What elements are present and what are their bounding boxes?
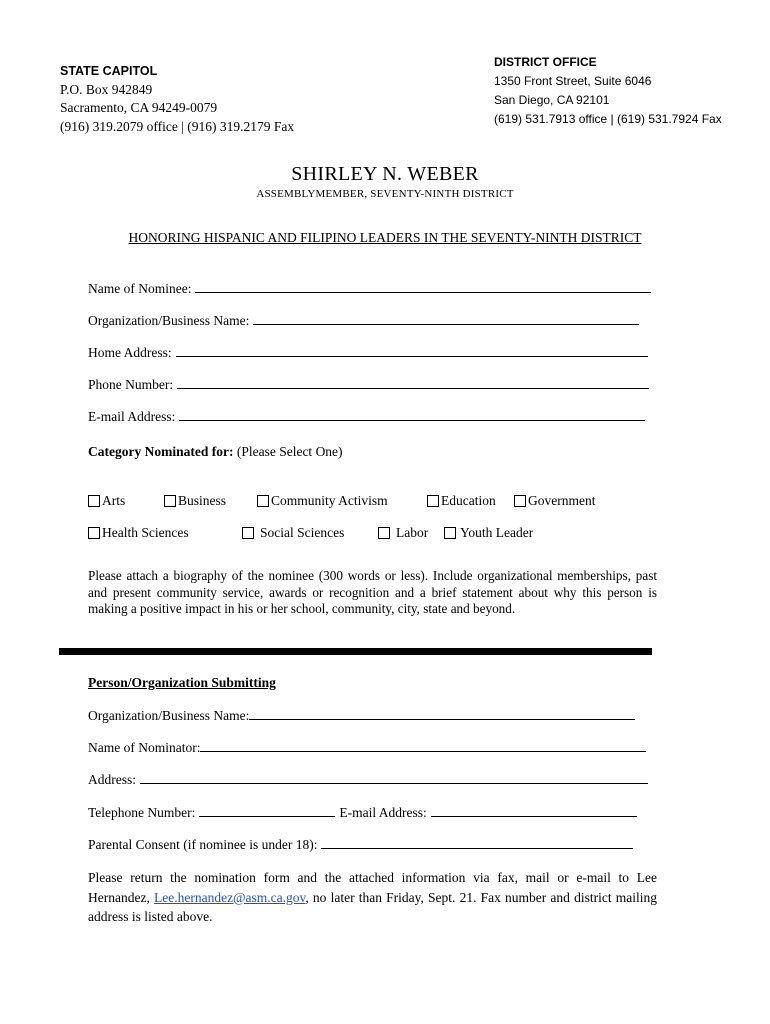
submitter-organization-field[interactable] [88, 707, 635, 724]
category-health-sciences-label: Health Sciences [102, 525, 189, 540]
category-note: (Please Select One) [236, 444, 343, 459]
nominee-organization-field[interactable] [88, 312, 639, 329]
category-community-activism-checkbox[interactable] [257, 493, 388, 509]
submitter-email-label: E-mail Address: [339, 805, 427, 820]
category-youth-leader-label: Youth Leader [460, 525, 534, 540]
nominee-organization-input-line[interactable] [253, 312, 639, 325]
nominee-phone-input-line[interactable] [177, 376, 649, 389]
nominator-name-field[interactable] [88, 739, 646, 756]
form-title: HONORING HISPANIC AND FILIPINO LEADERS IN THE SEVENTY-NINTH DISTRICT [128, 230, 642, 245]
nominee-home-address-input-line[interactable] [176, 344, 648, 357]
submitter-address-input-line[interactable] [140, 771, 648, 784]
parental-consent-field[interactable] [88, 836, 633, 853]
submitter-address-label: Address: [88, 772, 136, 787]
member-name: SHIRLEY N. WEBER [291, 163, 479, 185]
district-office-line3: (619) 531.7913 office | (619) 531.7924 Fax [494, 112, 722, 126]
category-government-checkbox[interactable] [514, 493, 595, 509]
checkbox-icon[interactable] [514, 495, 526, 507]
checkbox-icon[interactable] [257, 495, 269, 507]
parental-consent-input-line[interactable] [321, 836, 633, 849]
submitter-telephone-input-line[interactable] [199, 804, 335, 817]
nominator-name-input-line[interactable] [200, 739, 646, 752]
submitter-contact-field[interactable] [88, 804, 637, 821]
category-education-checkbox[interactable] [427, 493, 496, 509]
checkbox-icon[interactable] [427, 495, 439, 507]
biography-instructions: Please attach a biography of the nominee (300 words or less). Include organizational memberships, past and present community service, awards or recognition and a brief statement about why this person is making a positive impact in his or her school, community, city, state and beyond. [88, 568, 657, 617]
return-instructions-text: Please return the nomination form and the attached information via fax, mail or e-mail to Lee Hernandez, [88, 870, 657, 905]
checkbox-icon[interactable] [88, 527, 100, 539]
checkbox-icon[interactable] [88, 495, 100, 507]
category-social-sciences-label: Social Sciences [260, 525, 345, 540]
category-labor-label: Labor [396, 525, 429, 540]
nominee-home-address-field[interactable] [88, 344, 648, 361]
return-instructions-text-end: , no later than Friday, Sept. 21. Fax number and district mailing address is listed above. [88, 889, 657, 924]
member-title: ASSEMBLYMEMBER, SEVENTY-NINTH DISTRICT [256, 188, 514, 200]
category-government-label: Government [528, 493, 596, 508]
member-name-block [0, 163, 770, 200]
checkbox-icon[interactable] [242, 527, 254, 539]
nominee-name-field[interactable] [88, 280, 651, 297]
state-capitol-line2: Sacramento, CA 94249-0079 [60, 100, 218, 115]
category-arts-checkbox[interactable] [88, 493, 125, 509]
nominator-name-label: Name of Nominator: [88, 740, 201, 755]
district-office-line2: San Diego, CA 92101 [494, 93, 610, 107]
submitter-telephone-label: Telephone Number: [88, 805, 196, 820]
state-capitol-line3: (916) 319.2079 office | (916) 319.2179 Fax [60, 118, 295, 134]
state-capitol-line1: P.O. Box 942849 [60, 81, 153, 97]
contact-email-link[interactable]: Lee.hernandez@asm.ca.gov [154, 889, 306, 905]
category-business-label: Business [178, 493, 227, 508]
section-divider [59, 648, 652, 655]
category-health-sciences-checkbox[interactable] [88, 525, 189, 541]
nominee-organization-label: Organization/Business Name: [88, 313, 250, 328]
category-heading [88, 444, 343, 460]
checkbox-icon[interactable] [378, 527, 390, 539]
nominee-phone-label: Phone Number: [88, 377, 174, 392]
checkbox-icon[interactable] [164, 495, 176, 507]
nominee-phone-field[interactable] [88, 376, 649, 393]
category-youth-leader-checkbox[interactable] [444, 525, 533, 541]
nominee-home-address-label: Home Address: [88, 345, 172, 360]
submitter-address-field[interactable] [88, 771, 648, 788]
district-office-line1: 1350 Front Street, Suite 6046 [494, 74, 652, 88]
category-education-label: Education [441, 493, 496, 508]
state-capitol-address [60, 62, 294, 136]
nominee-name-input-line[interactable] [195, 280, 651, 293]
category-business-checkbox[interactable] [164, 493, 226, 509]
checkbox-icon[interactable] [444, 527, 456, 539]
submitter-organization-input-line[interactable] [249, 707, 635, 720]
category-label: Category Nominated for: [88, 444, 234, 459]
submitter-heading: Person/Organization Submitting [88, 675, 276, 690]
submitter-email-input-line[interactable] [431, 804, 637, 817]
return-instructions [88, 868, 657, 927]
district-office-heading: DISTRICT OFFICE [494, 55, 597, 69]
nominee-email-label: E-mail Address: [88, 409, 176, 424]
category-social-sciences-checkbox[interactable] [242, 525, 344, 541]
district-office-address [494, 53, 722, 129]
category-labor-checkbox[interactable] [378, 525, 428, 541]
nominee-email-input-line[interactable] [179, 408, 645, 421]
category-community-activism-label: Community Activism [271, 493, 388, 508]
state-capitol-heading: STATE CAPITOL [60, 64, 158, 78]
nominee-email-field[interactable] [88, 408, 645, 425]
nominee-name-label: Name of Nominee: [88, 281, 192, 296]
category-arts-label: Arts [102, 493, 126, 508]
parental-consent-label: Parental Consent (if nominee is under 18): [88, 837, 318, 852]
submitter-organization-label: Organization/Business Name: [88, 708, 250, 723]
